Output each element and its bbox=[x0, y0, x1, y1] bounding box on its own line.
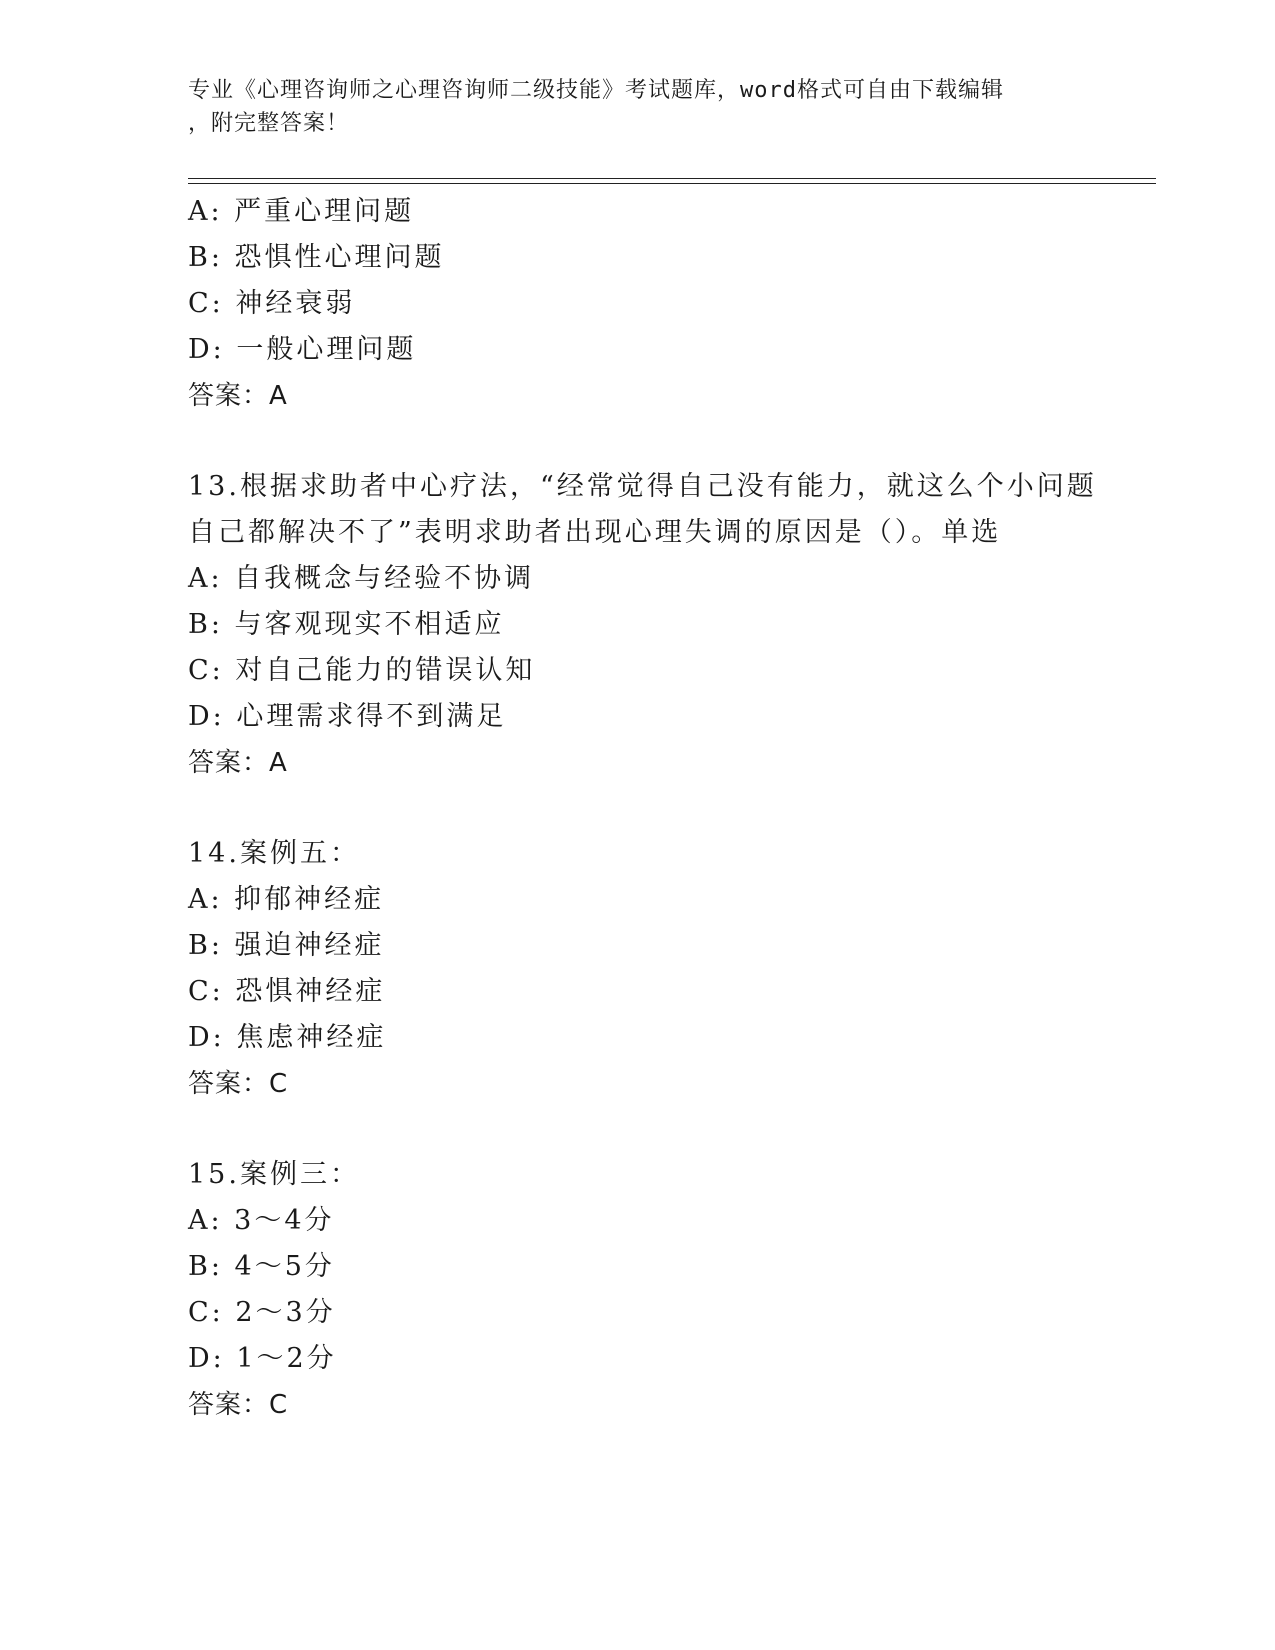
question-stem: 14.案例五： bbox=[188, 838, 360, 869]
option-c: C: 2～3分 bbox=[188, 1297, 336, 1328]
option-c: C: 对自己能力的错误认知 bbox=[188, 655, 536, 686]
question-stem: 15.案例三： bbox=[188, 1159, 360, 1190]
option-d: D: 一般心理问题 bbox=[188, 334, 417, 365]
option-b: B: 4～5分 bbox=[188, 1251, 335, 1282]
question-15 bbox=[188, 1152, 1088, 1428]
question-stem: 13.根据求助者中心疗法，“经常觉得自己没有能力，就这么个小问题 bbox=[188, 471, 1097, 502]
spacer bbox=[188, 786, 1088, 831]
option-a: A: 抑郁神经症 bbox=[188, 884, 385, 915]
option-a: A: 3～4分 bbox=[188, 1205, 335, 1236]
header-line-1: 专业《心理咨询师之心理咨询师二级技能》考试题库，word格式可自由下载编辑 bbox=[188, 78, 1004, 103]
question-list bbox=[188, 189, 1097, 1428]
spacer bbox=[188, 419, 1088, 464]
question-14 bbox=[188, 831, 1088, 1107]
answer: 答案：A bbox=[188, 381, 288, 411]
answer: 答案：A bbox=[188, 748, 288, 778]
option-a: A: 自我概念与经验不协调 bbox=[188, 563, 535, 594]
option-d: D: 焦虑神经症 bbox=[188, 1022, 387, 1053]
header-divider-bottom bbox=[188, 183, 1156, 184]
header-line-2: ，附完整答案！ bbox=[188, 111, 350, 136]
answer: 答案：C bbox=[188, 1069, 289, 1099]
option-c: C: 恐惧神经症 bbox=[188, 976, 386, 1007]
option-b: B: 恐惧性心理问题 bbox=[188, 242, 445, 273]
spacer bbox=[188, 1107, 1088, 1152]
option-c: C: 神经衰弱 bbox=[188, 288, 356, 319]
answer: 答案：C bbox=[188, 1390, 289, 1420]
document-header bbox=[188, 74, 1068, 140]
header-divider-top bbox=[188, 178, 1156, 179]
option-d: D: 心理需求得不到满足 bbox=[188, 701, 507, 732]
option-d: D: 1～2分 bbox=[188, 1343, 337, 1374]
question-continued bbox=[188, 189, 1088, 419]
question-13 bbox=[188, 464, 1097, 786]
option-b: B: 强迫神经症 bbox=[188, 930, 385, 961]
question-stem: 自己都解决不了”表明求助者出现心理失调的原因是（）。单选 bbox=[188, 517, 1002, 548]
option-b: B: 与客观现实不相适应 bbox=[188, 609, 505, 640]
option-a: A: 严重心理问题 bbox=[188, 196, 415, 227]
